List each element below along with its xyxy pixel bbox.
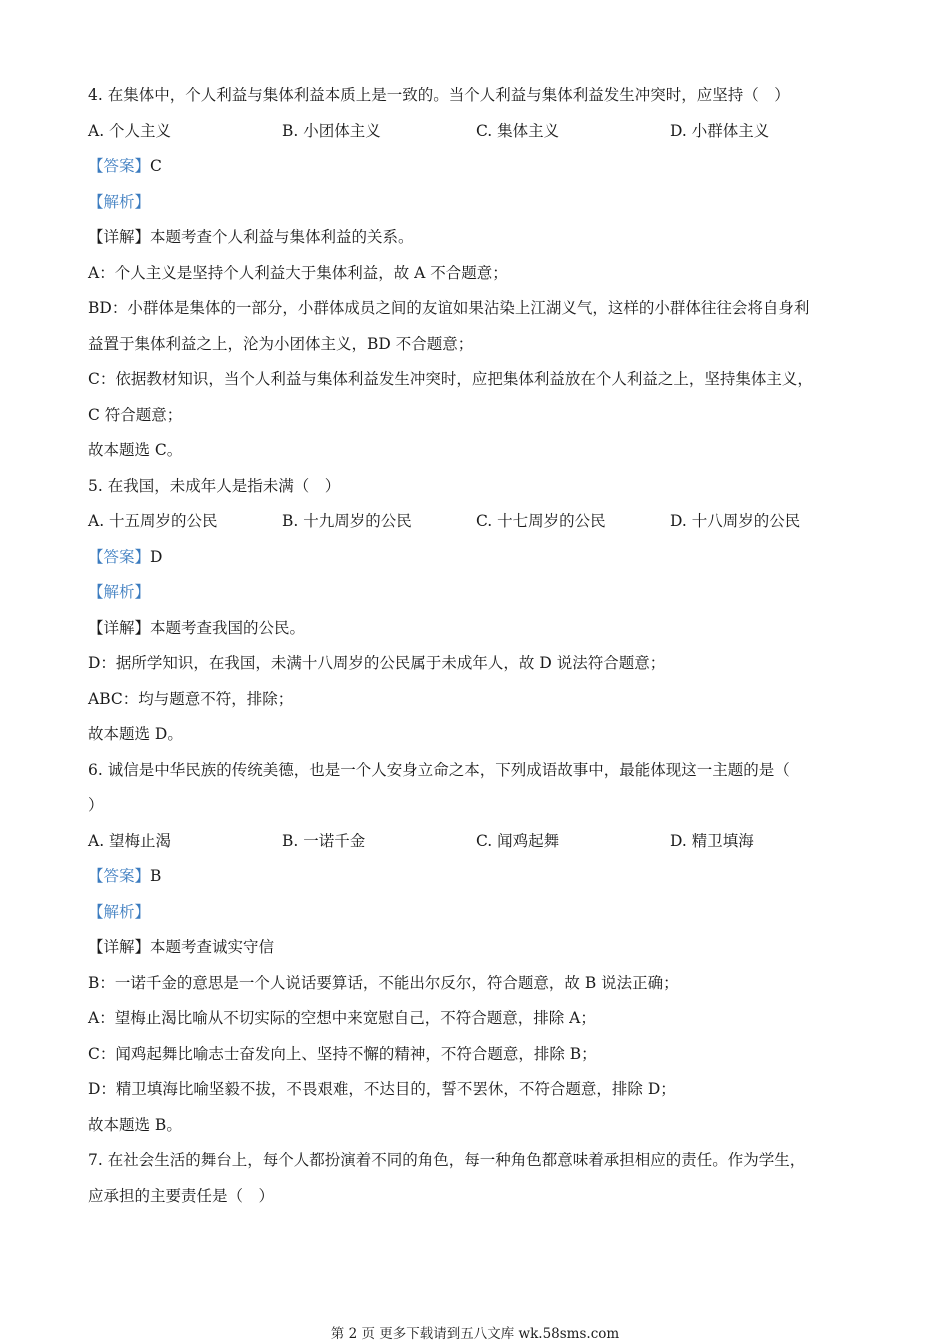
option-c: C. 集体主义 (476, 121, 560, 140)
option-b: B. 一诺千金 (282, 831, 366, 850)
option-d: D. 小群体主义 (670, 121, 770, 140)
option-d: D. 十八周岁的公民 (670, 512, 801, 530)
question-4-analysis-label: 【解析】 (88, 192, 151, 211)
question-6-options (88, 824, 878, 860)
question-6-stem-cont: ） (88, 796, 104, 814)
question-6-stem: 6. 诚信是中华民族的传统美德，也是一个人安身立命之本，下列成语故事中，最能体现这一主题的是（ (88, 760, 790, 779)
detail-line: B：一诺千金的意思是一个人说话要算话，不能出尔反尔，符合题意，故 B 说法正确； (88, 973, 679, 992)
detail-line: 益置于集体利益之上，沦为小团体主义，BD 不合题意； (88, 334, 474, 353)
option-c: C. 闻鸡起舞 (476, 831, 560, 850)
option-c: C. 十七周岁的公民 (476, 512, 606, 530)
option-b: B. 十九周岁的公民 (282, 512, 412, 530)
question-6-answer (88, 859, 878, 895)
detail-line: 【详解】本题考查诚实守信 (88, 938, 275, 956)
question-5-stem: 5. 在我国，未成年人是指未满（ ） (88, 476, 341, 495)
question-7-stem: 7. 在社会生活的舞台上，每个人都扮演着不同的角色，每一种角色都意味着承担相应的责任。作为学生， (88, 1151, 806, 1169)
page-footer: 第 2 页 更多下载请到五八文库 wk.58sms.com (330, 1326, 620, 1342)
answer-label: 【答案】 (88, 157, 151, 175)
option-d: D. 精卫填海 (670, 831, 754, 850)
question-7-stem-cont: 应承担的主要责任是（ ） (88, 1186, 275, 1205)
question-5-options (88, 504, 878, 540)
question-4-stem: 4. 在集体中，个人利益与集体利益本质上是一致的。当个人利益与集体利益发生冲突时，应坚持（ ） (88, 86, 790, 104)
detail-line: A：望梅止渴比喻从不切实际的空想中来宽慰自己，不符合题意，排除 A； (88, 1009, 596, 1027)
question-5-analysis-label: 【解析】 (88, 583, 151, 601)
detail-line: 【详解】本题考查个人利益与集体利益的关系。 (88, 228, 414, 246)
detail-line: A：个人主义是坚持个人利益大于集体利益，故 A 不合题意； (88, 263, 508, 282)
detail-line: 【详解】本题考查我国的公民。 (88, 618, 306, 637)
detail-line: C 符合题意； (88, 405, 183, 424)
answer-value: C (150, 157, 162, 175)
option-b: B. 小团体主义 (282, 121, 381, 140)
question-4-answer (88, 149, 878, 185)
question-4-options (88, 114, 878, 150)
detail-line: ABC：均与题意不符，排除； (88, 689, 294, 708)
question-5-answer (88, 540, 878, 576)
detail-line: D：精卫填海比喻坚毅不拔，不畏艰难，不达目的，誓不罢休，不符合题意，排除 D； (88, 1080, 676, 1098)
answer-label: 【答案】 (88, 867, 151, 885)
detail-line: 故本题选 D。 (88, 725, 183, 743)
detail-line: 故本题选 B。 (88, 1115, 182, 1134)
detail-line: D：据所学知识，在我国，未满十八周岁的公民属于未成年人，故 D 说法符合题意； (88, 654, 666, 672)
detail-line: BD：小群体是集体的一部分，小群体成员之间的友谊如果沾染上江湖义气，这样的小群体往往会将自身利 (88, 299, 810, 317)
question-6-analysis-label: 【解析】 (88, 902, 151, 921)
option-a: A. 望梅止渴 (88, 831, 172, 850)
option-a: A. 个人主义 (88, 121, 172, 140)
detail-line: 故本题选 C。 (88, 441, 183, 459)
answer-value: B (150, 867, 162, 885)
detail-line: C：闻鸡起舞比喻志士奋发向上、坚持不懈的精神，不符合题意，排除 B； (88, 1044, 597, 1063)
document-page (88, 78, 878, 1214)
answer-value: D (150, 547, 163, 566)
detail-line: C：依据教材知识，当个人利益与集体利益发生冲突时，应把集体利益放在个人利益之上，坚持集体主义， (88, 370, 813, 388)
option-a: A. 十五周岁的公民 (88, 512, 218, 530)
answer-label: 【答案】 (88, 547, 151, 566)
